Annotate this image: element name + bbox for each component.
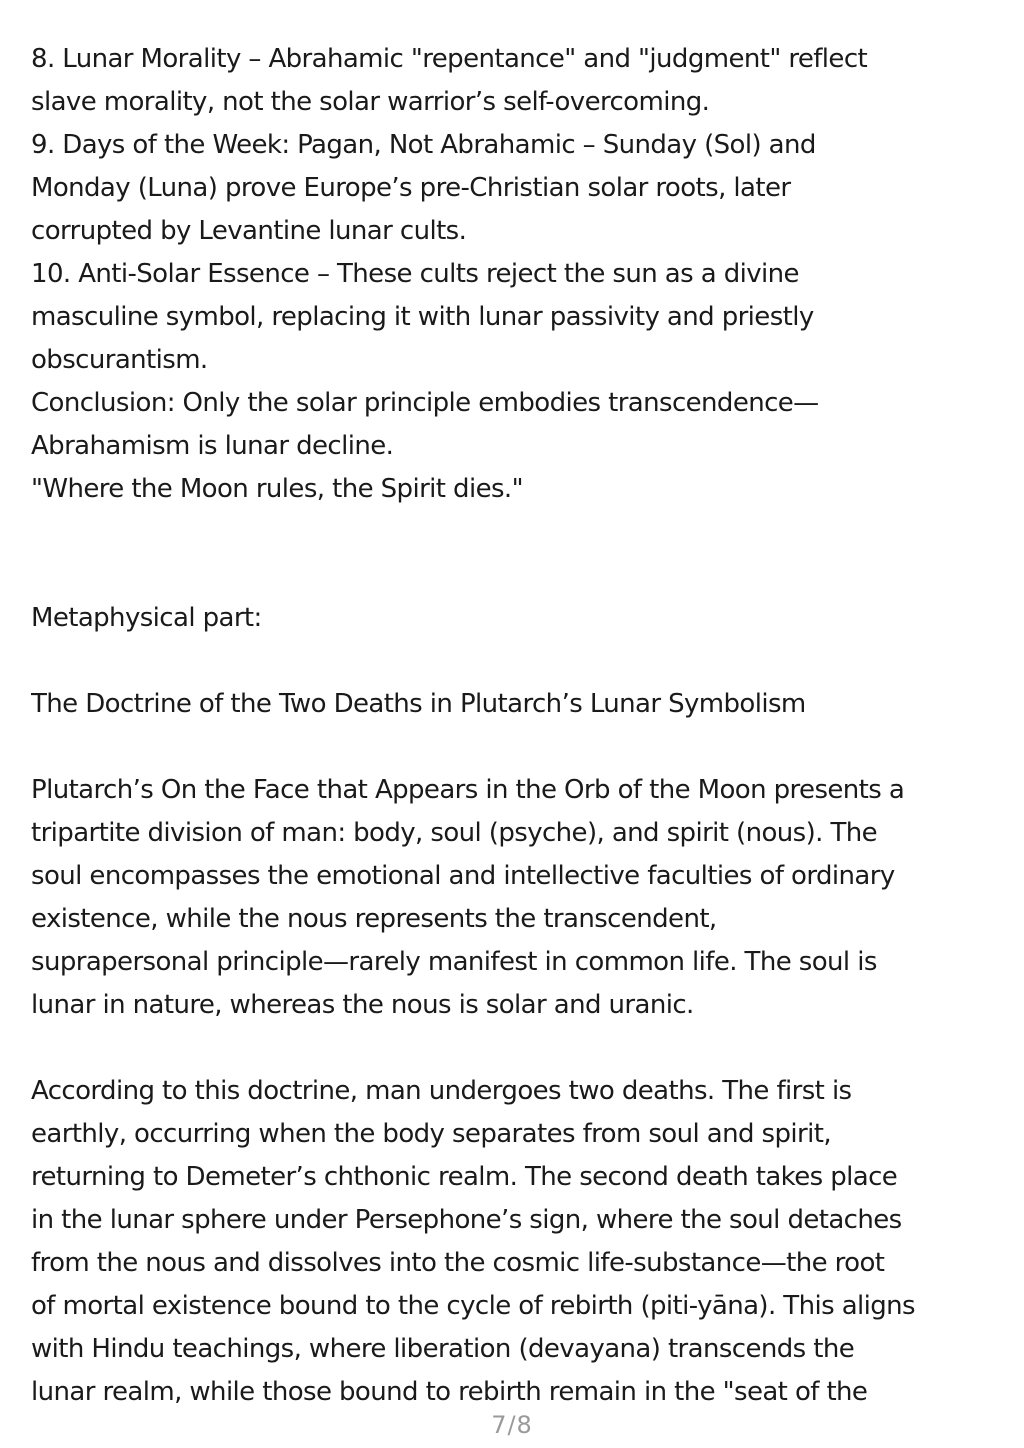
text-line: masculine symbol, replacing it with lunar passivity and priestly: [31, 302, 814, 332]
text-line: corrupted by Levantine lunar cults.: [31, 216, 467, 246]
quote-line: "Where the Moon rules, the Spirit dies.": [31, 474, 523, 504]
text-line: tripartite division of man: body, soul (psyche), and spirit (nous). The: [31, 818, 878, 848]
blank-line: [31, 511, 1006, 554]
text-line: 9. Days of the Week: Pagan, Not Abrahamic – Sunday (Sol) and: [31, 130, 816, 160]
text-line: soul encompasses the emotional and intellective faculties of ordinary: [31, 861, 895, 891]
text-line: 10. Anti-Solar Essence – These cults reject the sun as a divine: [31, 259, 799, 289]
text-line: According to this doctrine, man undergoes two deaths. The first is: [31, 1076, 852, 1106]
text-line: from the nous and dissolves into the cosmic life-substance—the root: [31, 1248, 885, 1278]
text-line: of mortal existence bound to the cycle of rebirth (piti-yāna). This aligns: [31, 1291, 915, 1321]
text-line: in the lunar sphere under Persephone’s sign, where the soul detaches: [31, 1205, 902, 1235]
blank-line: [31, 726, 1006, 769]
text-line: Plutarch’s On the Face that Appears in the Orb of the Moon presents a: [31, 775, 905, 805]
text-line: existence, while the nous represents the transcendent,: [31, 904, 717, 934]
text-line: obscurantism.: [31, 345, 208, 375]
blank-line: [31, 1027, 1006, 1070]
text-line: 8. Lunar Morality – Abrahamic "repentance" and "judgment" reflect: [31, 44, 868, 74]
document-page: [31, 38, 1006, 1408]
text-line: with Hindu teachings, where liberation (devayana) transcends the: [31, 1334, 855, 1364]
blank-line: [31, 640, 1006, 683]
text-line: Monday (Luna) prove Europe’s pre-Christian solar roots, later: [31, 173, 791, 203]
text-line: slave morality, not the solar warrior’s self-overcoming.: [31, 87, 710, 117]
blank-line: [31, 554, 1006, 597]
section-heading: Metaphysical part:: [31, 603, 262, 633]
text-line: Conclusion: Only the solar principle embodies transcendence—: [31, 388, 819, 418]
text-line: suprapersonal principle—rarely manifest in common life. The soul is: [31, 947, 877, 977]
text-line: earthly, occurring when the body separates from soul and spirit,: [31, 1119, 831, 1149]
page-number: 7/8: [491, 1411, 533, 1439]
text-line: lunar in nature, whereas the nous is solar and uranic.: [31, 990, 694, 1020]
text-line: lunar realm, while those bound to rebirth remain in the "seat of the: [31, 1377, 868, 1407]
section-title: The Doctrine of the Two Deaths in Plutarch’s Lunar Symbolism: [31, 689, 806, 719]
text-line: Abrahamism is lunar decline.: [31, 431, 394, 461]
text-line: returning to Demeter’s chthonic realm. The second death takes place: [31, 1162, 898, 1192]
